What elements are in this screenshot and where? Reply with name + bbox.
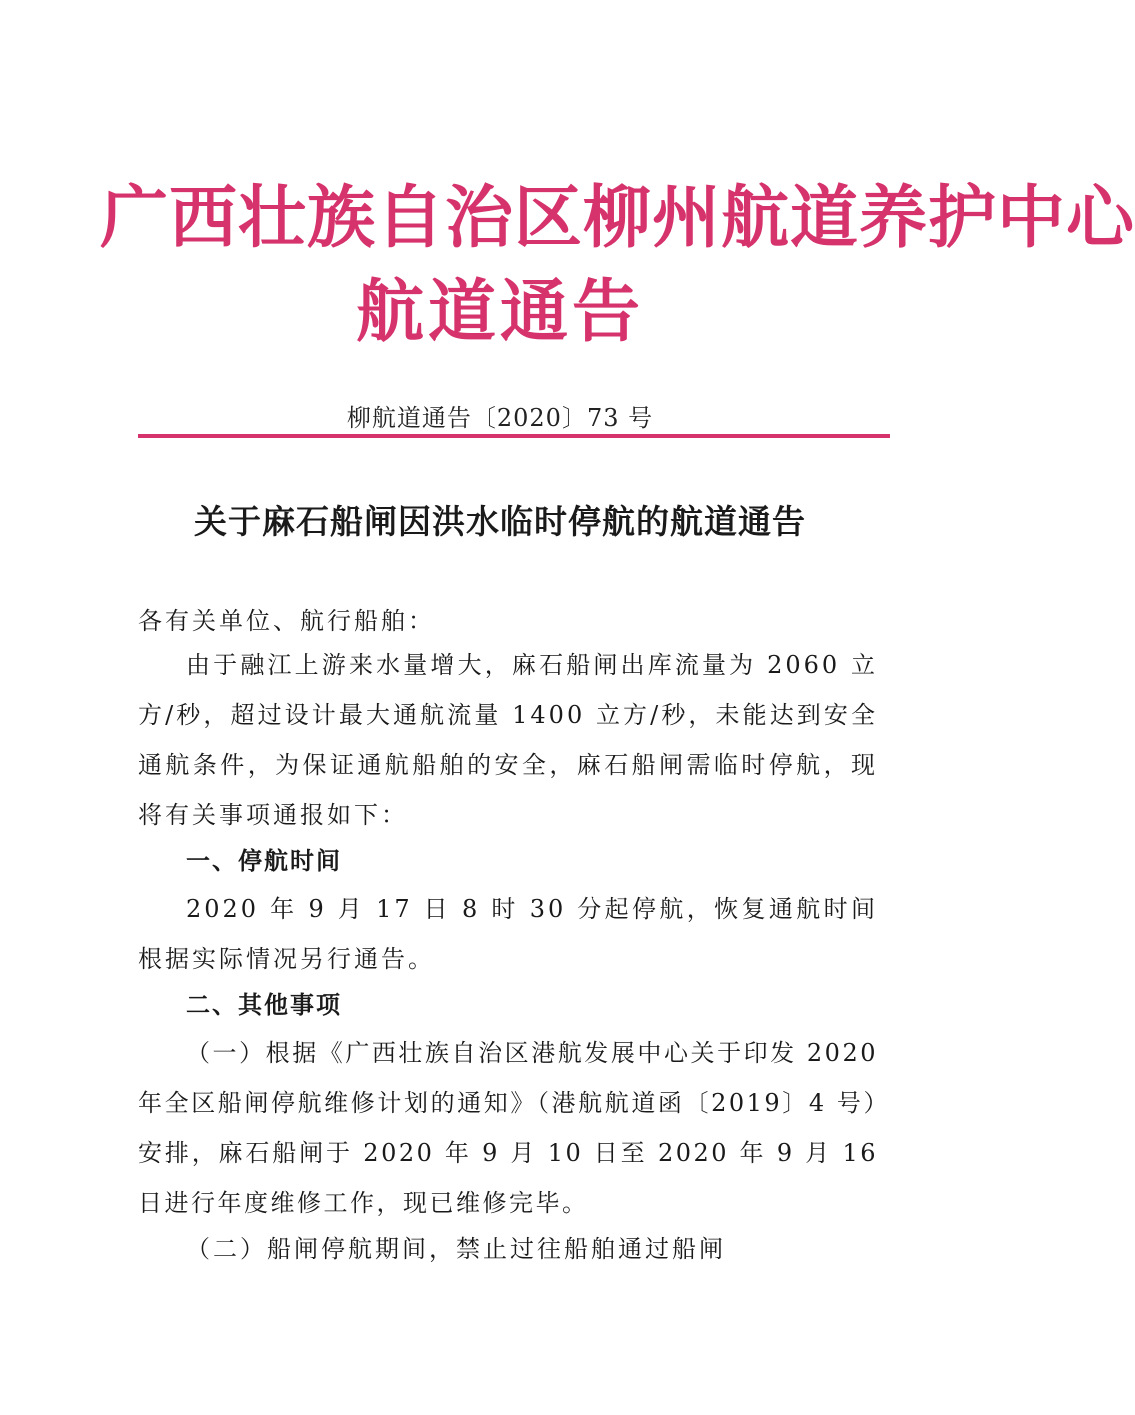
other-matters-item-1: （一）根据《广西壮族自治区港航发展中心关于印发 2020 年全区船闸停航维修计划的通知》（港航航道函〔2019〕4 号）安排，麻石船闸于 2020 年 9 月 10 日至 2020 年 9 月 16 日进行年度维修工作，现已维修完毕。: [138, 1039, 878, 1217]
red-divider-line: [138, 434, 890, 438]
issuing-organization-title: 广西壮族自治区柳州航道养护中心: [100, 178, 1135, 258]
suspension-time-paragraph: 2020 年 9 月 17 日 8 时 30 分起停航，恢复通航时间根据实际情况另行通告。: [138, 895, 878, 973]
notice-title: 关于麻石船闸因洪水临时停航的航道通告: [194, 502, 806, 541]
other-matters-item-2: （二）船闸停航期间，禁止过往船舶通过船闸: [186, 1235, 726, 1263]
section-heading-suspension-time: 一、停航时间: [186, 847, 342, 875]
intro-paragraph: 由于融江上游来水量增大，麻石船闸出库流量为 2060 立方/秒，超过设计最大通航流量 1400 立方/秒，未能达到安全通航条件，为保证通航船舶的安全，麻石船闸需临时停航，现将有关事项通报如下：: [138, 651, 878, 829]
section-heading-other-matters: 二、其他事项: [186, 991, 342, 1019]
document-type-title: 航道通告: [355, 272, 644, 352]
salutation: 各有关单位、航行船舶：: [138, 607, 435, 635]
document-number: 柳航道通告〔2020〕73 号: [346, 404, 654, 432]
